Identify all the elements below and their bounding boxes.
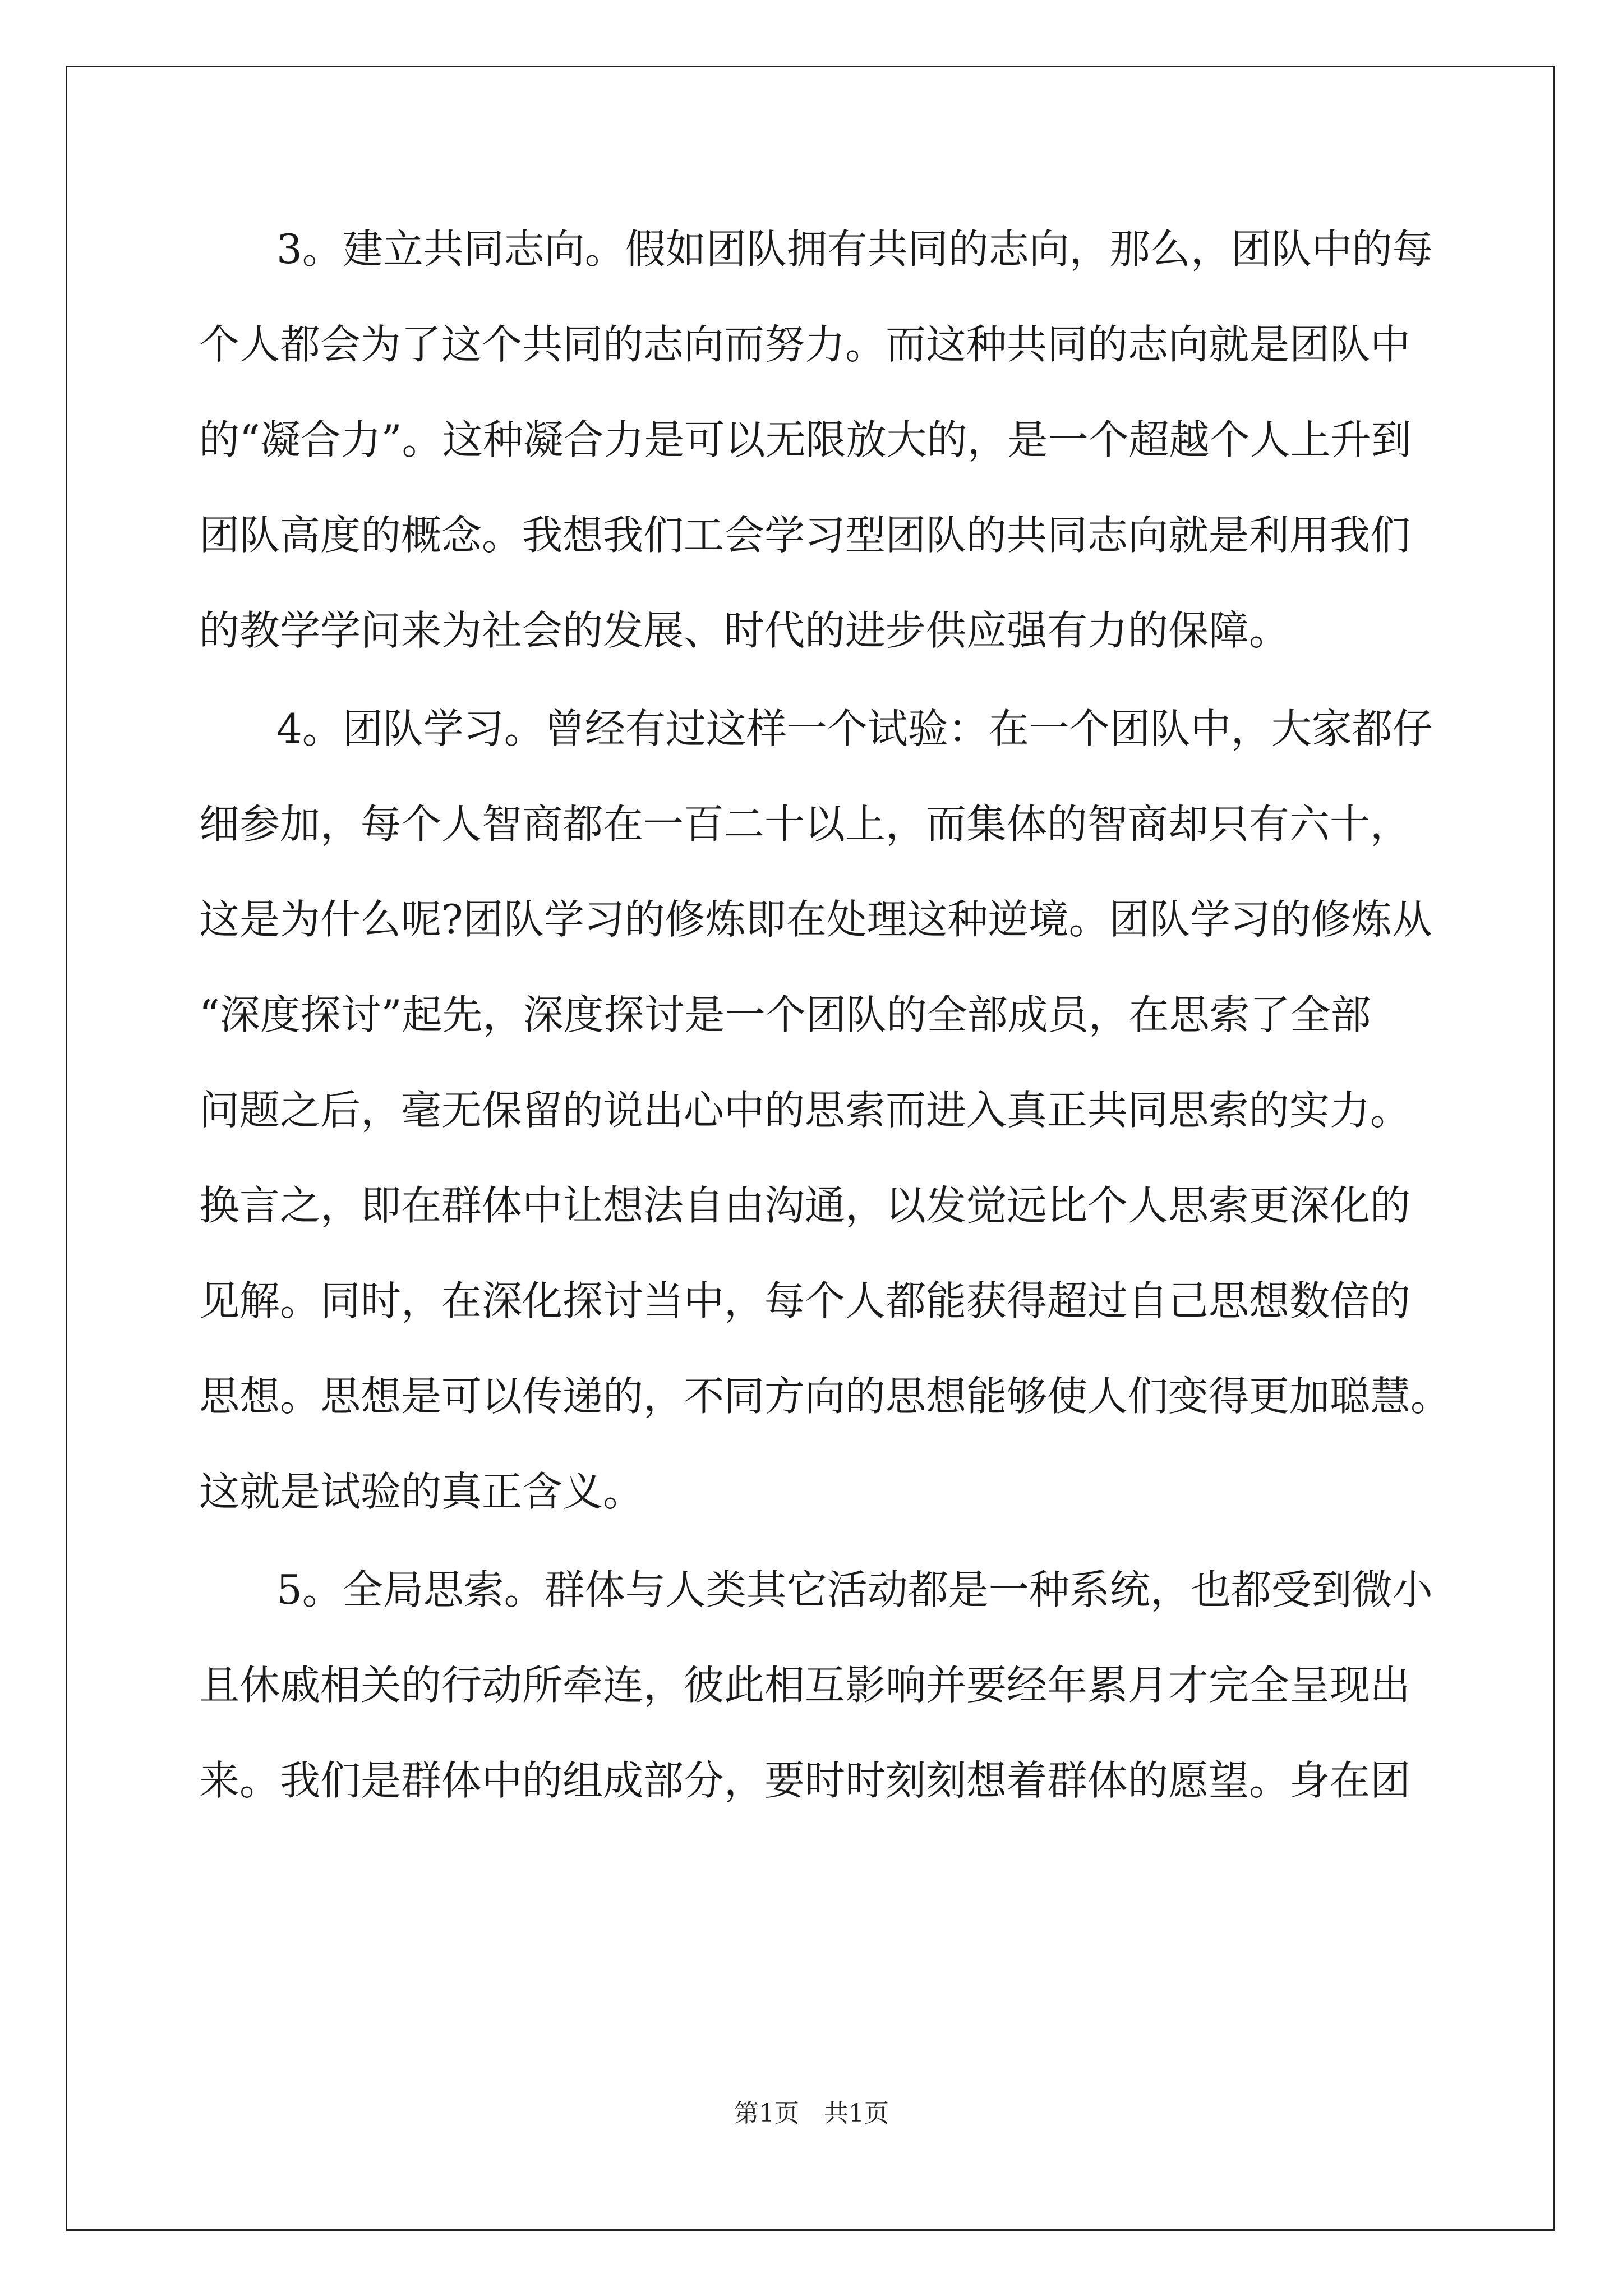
text-line: 细参加，每个人智商都在一百二十以上，而集体的智商却只有六十， [199,800,1411,848]
text-line: 这就是试验的真正含义。 [199,1468,644,1515]
text-line: 思想。思想是可以传递的，不同方向的思想能够使人们变得更加聪慧。 [199,1373,1451,1420]
text-line: 的“凝合力”。这种凝合力是可以无限放大的，是一个超越个人上升到 [199,416,1412,463]
text-line: 个人都会为了这个共同的志向而努力。而这种共同的志向就是团队中 [199,321,1411,368]
page-border [66,66,1555,2231]
text-line: 的教学学问来为社会的发展、时代的进步供应强有力的保障。 [199,607,1290,654]
text-line: 见解。同时，在深化探讨当中，每个人都能获得超过自己思想数倍的 [199,1277,1411,1324]
text-line: “深度探讨”起先，深度探讨是一个团队的全部成员，在思索了全部 [199,991,1371,1038]
text-line: 4。团队学习。曾经有过这样一个试验：在一个团队中，大家都仔 [276,705,1433,752]
text-line: 换言之，即在群体中让想法自由沟通，以发觉远比个人思索更深化的 [199,1182,1411,1229]
text-line: 团队高度的概念。我想我们工会学习型团队的共同志向就是利用我们 [199,512,1411,559]
text-line: 来。我们是群体中的组成部分，要时时刻刻想着群体的愿望。身在团 [199,1757,1411,1804]
page-number-footer: 第1页 共1页 [734,2099,889,2128]
text-line: 且休戚相关的行动所牵连，彼此相互影响并要经年累月才完全呈现出 [199,1662,1411,1709]
text-line: 这是为什么呢?团队学习的修炼即在处理这种逆境。团队学习的修炼从 [199,896,1432,943]
text-line: 问题之后，毫无保留的说出心中的思索而进入真正共同思索的实力。 [199,1087,1411,1134]
text-line: 3。建立共同志向。假如团队拥有共同的志向，那么，团队中的每 [276,226,1433,273]
text-line: 5。全局思索。群体与人类其它活动都是一种系统，也都受到微小 [276,1566,1433,1613]
